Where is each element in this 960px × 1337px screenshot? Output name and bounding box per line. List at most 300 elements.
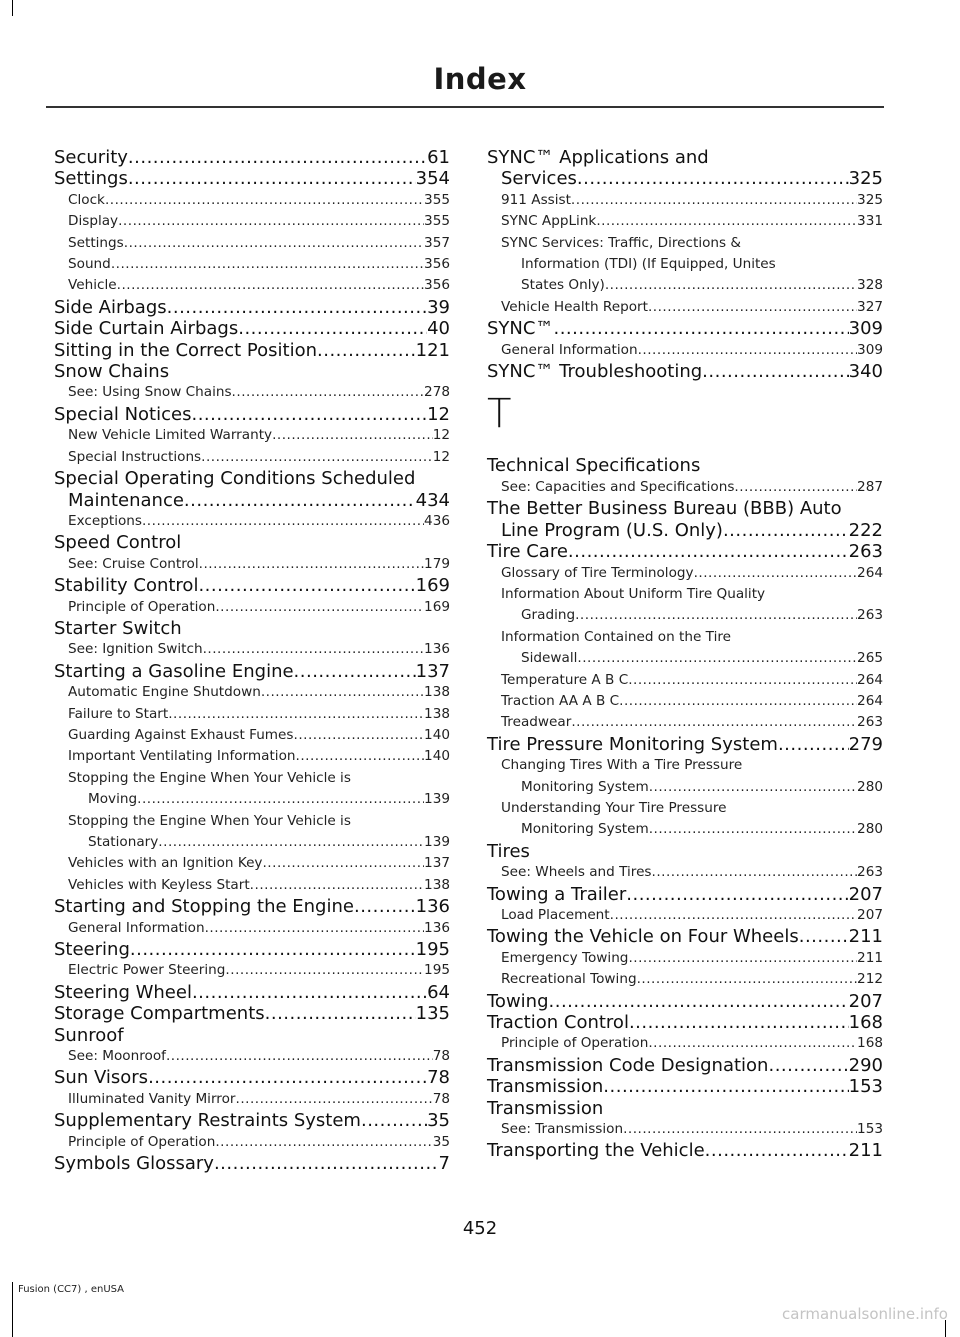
dot-leader xyxy=(571,712,857,733)
page-reference[interactable]: 140 xyxy=(424,748,450,765)
page-reference[interactable]: 39 xyxy=(427,296,450,318)
page-reference[interactable]: 265 xyxy=(857,650,883,667)
index-subentry xyxy=(487,233,883,297)
index-entry xyxy=(54,618,450,639)
index-entry-label: Towing a Trailer xyxy=(487,883,627,905)
index-entry-label: Stability Control xyxy=(54,575,199,597)
index-entry-label: Maintenance xyxy=(68,489,184,511)
page-reference[interactable]: 195 xyxy=(415,939,450,961)
index-entry xyxy=(54,982,450,1003)
index-subentry xyxy=(54,639,450,660)
page-reference[interactable]: 64 xyxy=(427,981,450,1003)
index-entry-label: Sound xyxy=(68,256,111,273)
index-entry-label: Stationary xyxy=(88,834,159,850)
dot-leader xyxy=(184,490,416,511)
dot-leader xyxy=(215,597,424,618)
index-subentry xyxy=(487,190,883,211)
dot-leader xyxy=(111,254,424,275)
index-entry-label: Starter Switch xyxy=(54,617,182,639)
index-subentry xyxy=(487,712,883,733)
dot-leader xyxy=(568,541,849,562)
index-subentry xyxy=(487,905,883,926)
index-entry-label: Glossary of Tire Terminology xyxy=(501,564,694,581)
index-entry xyxy=(54,318,450,339)
page-reference[interactable]: 138 xyxy=(424,684,450,701)
index-entry-label: Sitting in the Correct Position xyxy=(54,339,317,361)
index-entry-label: See: Ignition Switch xyxy=(68,641,203,658)
index-entry xyxy=(487,734,883,755)
page-reference[interactable]: 280 xyxy=(857,821,883,838)
index-entry-label: Vehicle xyxy=(68,277,117,294)
index-entry-label: SYNC™ xyxy=(487,318,554,340)
index-subentry xyxy=(487,755,883,798)
index-entry-label: Failure to Start xyxy=(68,705,169,722)
dot-leader xyxy=(778,734,849,755)
index-entry xyxy=(487,1098,883,1119)
page-reference[interactable]: 12 xyxy=(432,427,450,444)
page-reference[interactable]: 434 xyxy=(415,489,450,511)
index-entry-label: Load Placement xyxy=(501,907,610,923)
index-entry-label: Line Program (U.S. Only) xyxy=(501,519,723,541)
dot-leader xyxy=(705,1140,849,1161)
index-entry-label: New Vehicle Limited Warranty xyxy=(68,427,273,444)
index-subentry xyxy=(487,969,883,990)
dot-leader xyxy=(198,575,415,596)
index-entry xyxy=(54,661,450,682)
index-entry-label: Traction AA A B C xyxy=(501,692,620,709)
index-group-s xyxy=(487,147,883,382)
index-entry-text-line: Stopping the Engine When Your Vehicle is xyxy=(68,769,351,786)
index-subentry xyxy=(54,1046,450,1067)
dot-leader xyxy=(124,233,424,254)
page-reference[interactable]: 153 xyxy=(857,1121,883,1138)
dot-leader xyxy=(628,948,857,969)
page-reference[interactable]: 328 xyxy=(857,277,883,294)
page-reference[interactable]: 309 xyxy=(857,341,883,358)
index-subentry xyxy=(54,682,450,703)
index-entry-text-line: Information Contained on the Tire xyxy=(501,628,731,645)
dot-leader xyxy=(203,639,424,660)
index-entry-label: Vehicle Health Report xyxy=(501,298,648,315)
page-reference[interactable]: 263 xyxy=(857,714,883,731)
page-reference[interactable]: 287 xyxy=(857,478,883,495)
index-subentry xyxy=(54,190,450,211)
index-entry-label: General Information xyxy=(501,341,638,358)
dot-leader xyxy=(118,211,424,232)
page-reference[interactable]: 153 xyxy=(848,1076,883,1098)
dot-leader xyxy=(199,554,424,575)
index-subentry xyxy=(487,691,883,712)
index-entry xyxy=(54,939,450,960)
index-column-left xyxy=(54,147,450,1175)
dot-leader xyxy=(626,884,848,905)
index-entry-label: Traction Control xyxy=(487,1012,629,1034)
page-reference[interactable]: 40 xyxy=(427,318,450,340)
index-entry-label: Towing xyxy=(487,990,549,1012)
index-entry xyxy=(54,404,450,425)
dot-leader xyxy=(694,563,857,584)
index-subentry xyxy=(487,1033,883,1054)
index-entry-text-line: Stopping the Engine When Your Vehicle is xyxy=(68,812,351,829)
dot-leader xyxy=(192,982,427,1003)
index-subentry xyxy=(487,477,883,498)
page-reference[interactable]: 35 xyxy=(427,1110,450,1132)
index-entry xyxy=(487,1076,883,1097)
index-subentry xyxy=(54,918,450,939)
page-reference[interactable]: 7 xyxy=(438,1153,450,1175)
index-entry xyxy=(54,468,450,511)
dot-leader xyxy=(238,318,427,339)
index-entry-text-line: Understanding Your Tire Pressure xyxy=(501,799,727,816)
dot-leader xyxy=(649,819,857,840)
index-entry-label: Treadwear xyxy=(501,714,572,731)
index-entry xyxy=(54,1025,450,1046)
dot-leader xyxy=(768,1055,848,1076)
page-reference[interactable]: 263 xyxy=(857,607,883,624)
dot-leader xyxy=(296,746,425,767)
page-reference[interactable]: 138 xyxy=(424,876,450,893)
index-subentry xyxy=(54,447,450,468)
dot-leader xyxy=(603,1076,848,1097)
index-entry xyxy=(487,455,883,476)
index-entry xyxy=(54,147,450,168)
index-entry-label: Important Ventilating Information xyxy=(68,748,296,765)
index-entry xyxy=(487,361,883,382)
index-subentry xyxy=(54,1132,450,1153)
dot-leader xyxy=(215,1132,432,1153)
dot-leader xyxy=(553,318,848,339)
dot-leader xyxy=(294,661,416,682)
dot-leader xyxy=(148,1067,427,1088)
index-subentry xyxy=(54,511,450,532)
page-reference[interactable]: 179 xyxy=(424,555,450,572)
page-reference[interactable]: 168 xyxy=(848,1012,883,1034)
index-entry-label: Services xyxy=(501,168,577,190)
index-subentry xyxy=(54,382,450,403)
index-entry-label: Display xyxy=(68,213,119,230)
page-reference[interactable]: 211 xyxy=(848,926,883,948)
page-reference[interactable]: 355 xyxy=(424,191,450,208)
page-reference[interactable]: 309 xyxy=(848,318,883,340)
index-entry-label: Side Curtain Airbags xyxy=(54,318,239,340)
index-entry xyxy=(54,1003,450,1024)
index-entry-label: Recreational Towing xyxy=(501,971,637,988)
index-entry-label: Speed Control xyxy=(54,532,182,554)
index-subentry xyxy=(54,746,450,767)
index-subentry xyxy=(54,597,450,618)
dot-leader xyxy=(130,939,416,960)
page-reference[interactable]: 327 xyxy=(857,298,883,315)
index-subentry xyxy=(487,798,883,841)
index-entry-label: See: Using Snow Chains xyxy=(68,384,232,401)
index-entry-label: Transporting the Vehicle xyxy=(487,1140,705,1162)
dot-leader xyxy=(623,1119,857,1140)
dot-leader xyxy=(250,875,424,896)
index-subentry xyxy=(54,211,450,232)
index-entry xyxy=(487,541,883,562)
dot-leader xyxy=(214,1153,439,1174)
index-entry-label: Principle of Operation xyxy=(68,1133,216,1150)
index-entry xyxy=(54,340,450,361)
index-entry-text-line: SYNC™ Applications and xyxy=(487,147,709,168)
dot-leader xyxy=(619,691,857,712)
page-reference[interactable]: 78 xyxy=(432,1090,450,1107)
index-subentry xyxy=(54,960,450,981)
page-reference[interactable]: 137 xyxy=(424,855,450,872)
dot-leader xyxy=(105,190,424,211)
page-reference[interactable]: 325 xyxy=(857,191,883,208)
page-reference[interactable]: 263 xyxy=(857,864,883,881)
page-reference[interactable]: 279 xyxy=(848,733,883,755)
dot-leader xyxy=(117,275,424,296)
index-entry xyxy=(487,1055,883,1076)
dot-leader xyxy=(637,969,857,990)
page-reference[interactable]: 211 xyxy=(857,949,883,966)
index-entry-label: Steering xyxy=(54,939,130,961)
page-reference[interactable]: 264 xyxy=(857,692,883,709)
page-reference[interactable]: 356 xyxy=(424,277,450,294)
page-reference[interactable]: 211 xyxy=(848,1140,883,1162)
page-reference[interactable]: 35 xyxy=(432,1133,450,1150)
page-reference[interactable]: 168 xyxy=(857,1035,883,1052)
dot-leader xyxy=(272,425,433,446)
index-entry-label: SYNC AppLink xyxy=(501,213,597,230)
index-entry-label: Emergency Towing xyxy=(501,949,629,966)
dot-leader xyxy=(261,682,424,703)
page-number: 452 xyxy=(462,1218,498,1239)
index-subentry xyxy=(54,554,450,575)
dot-leader xyxy=(648,1033,857,1054)
index-entry-label: See: Capacities and Specifications xyxy=(501,478,735,495)
page-reference[interactable]: 207 xyxy=(848,883,883,905)
index-entry-label: Supplementary Restraints System xyxy=(54,1110,361,1132)
dot-leader xyxy=(629,1012,849,1033)
index-entry-label: SYNC™ Troubleshooting xyxy=(487,361,703,383)
index-entry-label: Principle of Operation xyxy=(501,1035,649,1052)
dot-leader xyxy=(201,447,433,468)
index-entry xyxy=(54,297,450,318)
page-reference[interactable]: 169 xyxy=(424,598,450,615)
page-reference[interactable]: 136 xyxy=(424,919,450,936)
index-entry xyxy=(487,884,883,905)
dot-leader xyxy=(354,896,416,917)
dot-leader xyxy=(628,670,857,691)
index-entry-text-line: Information (TDI) (If Equipped, Unites xyxy=(521,256,776,273)
dot-leader xyxy=(142,511,424,532)
index-entry xyxy=(487,926,883,947)
page-reference[interactable]: 325 xyxy=(848,168,883,190)
page-reference[interactable]: 195 xyxy=(424,962,450,979)
page-reference[interactable]: 139 xyxy=(424,834,450,850)
index-entry-text-line: The Better Business Bureau (BBB) Auto xyxy=(487,498,842,520)
index-entry-label: Towing the Vehicle on Four Wheels xyxy=(487,926,799,948)
index-subentry xyxy=(487,340,883,361)
page-reference[interactable]: 207 xyxy=(857,907,883,923)
index-entry-label: Security xyxy=(54,147,128,168)
index-subentry xyxy=(487,862,883,883)
index-entry xyxy=(54,361,450,382)
page-reference[interactable]: 136 xyxy=(424,641,450,658)
document-info: Fusion (CC7) , enUSA xyxy=(18,1284,125,1295)
page-reference[interactable]: 61 xyxy=(427,147,450,168)
dot-leader xyxy=(294,725,425,746)
crop-mark-top-left xyxy=(12,0,13,16)
index-subentry xyxy=(487,297,883,318)
dot-leader xyxy=(549,991,849,1012)
dot-leader xyxy=(236,1089,433,1110)
header-divider xyxy=(46,106,884,108)
dot-leader xyxy=(723,520,849,541)
index-entry-label: Monitoring System xyxy=(521,778,649,795)
dot-leader xyxy=(571,190,857,211)
index-entry-label: Tires xyxy=(487,840,530,862)
index-entry-text-line: Information About Uniform Tire Quality xyxy=(501,585,766,602)
page-reference[interactable]: 340 xyxy=(848,361,883,383)
index-entry-label: Exceptions xyxy=(68,512,142,529)
dot-leader xyxy=(577,648,857,669)
dot-leader xyxy=(265,1003,416,1024)
page-reference[interactable]: 78 xyxy=(432,1048,450,1065)
dot-leader xyxy=(232,382,425,403)
index-entry-label: Guarding Against Exhaust Fumes xyxy=(68,726,294,743)
crop-mark-bottom-left xyxy=(12,1282,13,1337)
index-entry-label: Clock xyxy=(68,191,105,208)
index-entry xyxy=(487,991,883,1012)
dot-leader xyxy=(168,704,424,725)
page-reference[interactable]: 121 xyxy=(415,339,450,361)
dot-leader xyxy=(317,340,416,361)
index-entry xyxy=(54,532,450,553)
index-entry-text-line: Changing Tires With a Tire Pressure xyxy=(501,757,743,774)
index-entry xyxy=(487,1012,883,1033)
index-entry xyxy=(487,498,883,541)
index-subentry xyxy=(54,875,450,896)
index-entry xyxy=(54,1153,450,1174)
dot-leader xyxy=(166,1046,433,1067)
index-entry xyxy=(54,168,450,189)
dot-leader xyxy=(128,147,427,168)
index-subentry xyxy=(487,1119,883,1140)
page-reference[interactable]: 264 xyxy=(857,671,883,688)
index-entry xyxy=(54,896,450,917)
page-reference[interactable]: 356 xyxy=(424,256,450,273)
index-entry xyxy=(54,1110,450,1131)
page-reference[interactable]: 331 xyxy=(857,213,883,230)
page-reference[interactable]: 222 xyxy=(848,519,883,541)
page-reference[interactable]: 139 xyxy=(424,791,450,808)
index-group-t xyxy=(487,455,883,1161)
index-entry-label: Tire Care xyxy=(487,541,568,563)
index-entry-label: 911 Assist xyxy=(501,191,571,208)
index-subentry xyxy=(54,425,450,446)
index-subentry xyxy=(54,275,450,296)
page-title: Index xyxy=(433,62,527,96)
page-reference[interactable]: 355 xyxy=(424,213,450,230)
dot-leader xyxy=(158,832,424,853)
index-entry-label: See: Transmission xyxy=(501,1121,624,1138)
page-reference[interactable]: 207 xyxy=(848,990,883,1012)
page-reference[interactable]: 169 xyxy=(415,575,450,597)
dot-leader xyxy=(137,789,424,810)
page-reference[interactable]: 212 xyxy=(857,971,883,988)
page-reference[interactable]: 357 xyxy=(424,234,450,251)
index-column-right xyxy=(487,147,883,1162)
index-entry-label: General Information xyxy=(68,919,205,936)
dot-leader xyxy=(577,168,849,189)
page-reference[interactable]: 263 xyxy=(848,541,883,563)
page-reference[interactable]: 78 xyxy=(427,1067,450,1089)
index-entry-label: Automatic Engine Shutdown xyxy=(68,684,261,701)
page-reference[interactable]: 12 xyxy=(432,448,450,465)
index-entry xyxy=(487,318,883,339)
index-entry-label: Steering Wheel xyxy=(54,981,192,1003)
index-entry-label: Sidewall xyxy=(521,650,578,667)
index-entry-label: Technical Specifications xyxy=(487,455,701,477)
page-reference[interactable]: 290 xyxy=(848,1054,883,1076)
dot-leader xyxy=(702,361,848,382)
page-reference[interactable]: 280 xyxy=(857,778,883,795)
dot-leader xyxy=(262,853,424,874)
index-subentry xyxy=(54,725,450,746)
page-reference[interactable]: 264 xyxy=(857,564,883,581)
page-reference[interactable]: 354 xyxy=(415,168,450,190)
page-reference[interactable]: 136 xyxy=(415,896,450,918)
index-subentry xyxy=(487,948,883,969)
dot-leader xyxy=(652,862,858,883)
index-subentry xyxy=(54,704,450,725)
index-entry xyxy=(487,147,883,190)
index-entry-label: Vehicles with an Ignition Key xyxy=(68,855,263,872)
index-entry-label: Symbols Glossary xyxy=(54,1153,214,1175)
index-subentry xyxy=(487,627,883,670)
dot-leader xyxy=(191,404,427,425)
dot-leader xyxy=(605,275,857,296)
index-subentry xyxy=(487,584,883,627)
index-entry-label: Illuminated Vanity Mirror xyxy=(68,1090,236,1107)
index-entry-label: Side Airbags xyxy=(54,296,167,318)
dot-leader xyxy=(596,211,857,232)
index-entry xyxy=(54,575,450,596)
page-reference[interactable]: 436 xyxy=(424,512,450,529)
page-reference[interactable]: 140 xyxy=(424,726,450,743)
dot-leader xyxy=(167,297,427,318)
index-entry-label: See: Cruise Control xyxy=(68,555,199,572)
dot-leader xyxy=(205,918,424,939)
index-entry-label: See: Moonroof xyxy=(68,1048,166,1065)
page-reference[interactable]: 12 xyxy=(427,403,450,425)
index-entry-label: Settings xyxy=(68,234,124,251)
index-subentry xyxy=(54,1089,450,1110)
page-reference[interactable]: 138 xyxy=(424,705,450,722)
watermark: carmanualsonline.info xyxy=(782,1305,948,1323)
page-reference[interactable]: 278 xyxy=(424,384,450,401)
index-entry-label: Temperature A B C xyxy=(501,671,629,688)
dot-leader xyxy=(638,340,857,361)
page-reference[interactable]: 135 xyxy=(415,1003,450,1025)
dot-leader xyxy=(648,297,857,318)
index-entry-text-line: Special Operating Conditions Scheduled xyxy=(54,468,416,490)
index-subentry xyxy=(487,563,883,584)
index-entry-label: Starting a Gasoline Engine xyxy=(54,660,294,682)
dot-leader xyxy=(610,905,857,926)
page-reference[interactable]: 137 xyxy=(415,660,450,682)
index-entry-label: Transmission xyxy=(487,1076,604,1098)
index-entry-label: Sun Visors xyxy=(54,1067,149,1089)
index-entry xyxy=(487,1140,883,1161)
index-entry-label: Transmission Code Designation xyxy=(487,1054,769,1076)
dot-leader xyxy=(225,960,424,981)
index-entry-text-line: SYNC Services: Traffic, Directions & xyxy=(501,234,742,251)
